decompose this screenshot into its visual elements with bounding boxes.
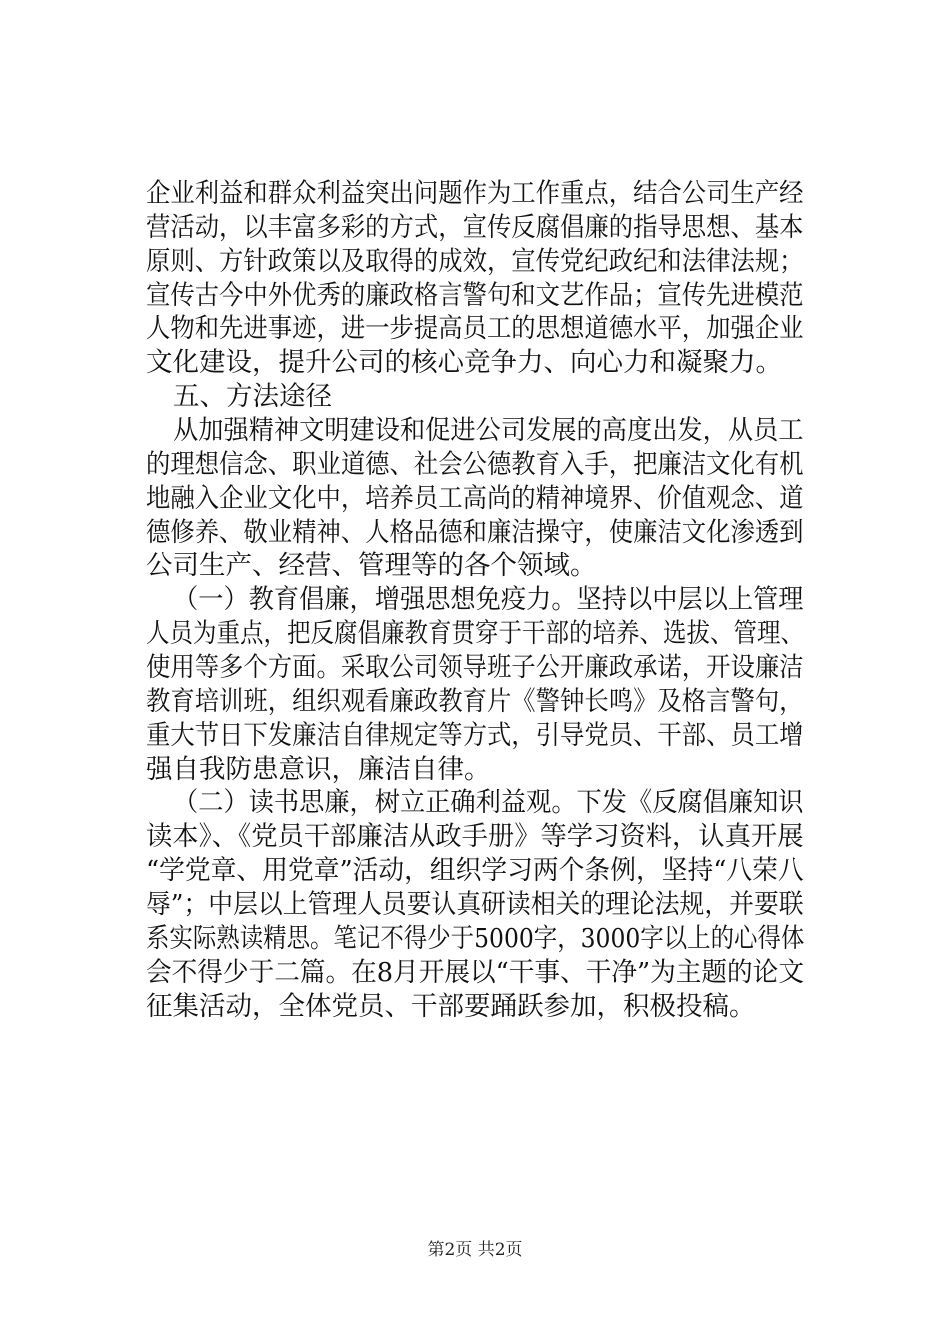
text-line-content: 使用等多个方面。采取公司领导班子公开廉政承诺，开设廉洁: [146, 652, 804, 683]
text-line: [0, 753, 950, 787]
text-line-content: 的理想信念、职业道德、社会公德教育入手，把廉洁文化有机: [146, 449, 804, 480]
text-line: [0, 516, 950, 550]
text-line: [0, 888, 950, 922]
page-footer: [0, 1239, 950, 1261]
text-line: [0, 245, 950, 279]
text-line-content: 从加强精神文明建设和促进公司发展的高度出发，从员工: [173, 415, 804, 446]
text-line: [0, 482, 950, 516]
text-line-content: 系实际熟读精思。笔记不得少于5000字，3000字以上的心得体: [146, 923, 805, 954]
text-line-content: 企业利益和群众利益突出问题作为工作重点，结合公司生产经: [146, 178, 804, 209]
text-line: [0, 820, 950, 854]
text-line: [0, 617, 950, 651]
text-line-content: 读本》、《党员干部廉洁从政手册》等学习资料，认真开展: [146, 821, 804, 852]
text-line: [0, 312, 950, 346]
text-line: [0, 922, 950, 956]
text-line-content: 强自我防患意识，廉洁自律。: [146, 754, 491, 785]
text-line: [0, 956, 950, 990]
text-line-content: 重大节日下发廉洁自律规定等方式，引导党员、干部、员工增: [146, 720, 804, 751]
paragraph-first-line: [0, 414, 950, 448]
text-line-content: 会不得少于二篇。在8月开展以“干事、干净”为主题的论文: [146, 957, 804, 988]
text-line: [0, 211, 950, 245]
text-line: [0, 685, 950, 719]
text-line-content: 人员为重点，把反腐倡廉教育贯穿于干部的培养、选拔、管理、: [146, 618, 804, 649]
text-line-content: 征集活动，全体党员、干部要踊跃参加，积极投稿。: [146, 991, 756, 1022]
text-line: [0, 990, 950, 1024]
text-line-content: 原则、方针政策以及取得的成效，宣传党纪政纪和法律法规；: [146, 246, 804, 277]
section-heading-text: 五、方法途径: [173, 381, 332, 412]
text-line-content: 地融入企业文化中，培养员工高尚的精神境界、价值观念、道: [146, 483, 804, 514]
text-line-content: 德修养、敬业精神、人格品德和廉洁操守，使廉洁文化渗透到: [146, 517, 804, 548]
text-line-content: 公司生产、经营、管理等的各个领域。: [146, 550, 597, 581]
text-line: [0, 177, 950, 211]
paragraph-first-line: [0, 786, 950, 820]
text-line-content: （二）读书思廉，树立正确利益观。下发《反腐倡廉知识: [173, 787, 804, 818]
text-line: [0, 854, 950, 888]
text-line-content: 教育培训班，组织观看廉政教育片《警钟长鸣》及格言警句，: [146, 686, 804, 717]
page-number-label: 第2页 共2页: [427, 1240, 523, 1260]
section-heading: [0, 380, 950, 414]
text-line: [0, 346, 950, 380]
text-line-content: 宣传古今中外优秀的廉政格言警句和文艺作品；宣传先进模范: [146, 280, 804, 311]
text-line-content: 辱”；中层以上管理人员要认真研读相关的理论法规，并要联: [146, 889, 804, 920]
text-line: [0, 448, 950, 482]
text-line-content: 营活动，以丰富多彩的方式，宣传反腐倡廉的指导思想、基本: [146, 212, 804, 243]
text-line-content: 文化建设，提升公司的核心竞争力、向心力和凝聚力。: [146, 347, 782, 378]
text-line: [0, 279, 950, 313]
paragraph-first-line: [0, 583, 950, 617]
text-line: [0, 651, 950, 685]
text-line-content: “学党章、用党章”活动，组织学习两个条例，坚持“八荣八: [146, 855, 804, 886]
text-line-content: 人物和先进事迹，进一步提高员工的思想道德水平，加强企业: [146, 313, 804, 344]
text-line: [0, 719, 950, 753]
text-line-content: （一）教育倡廉，增强思想免疫力。坚持以中层以上管理: [173, 584, 804, 615]
text-line: [0, 549, 950, 583]
